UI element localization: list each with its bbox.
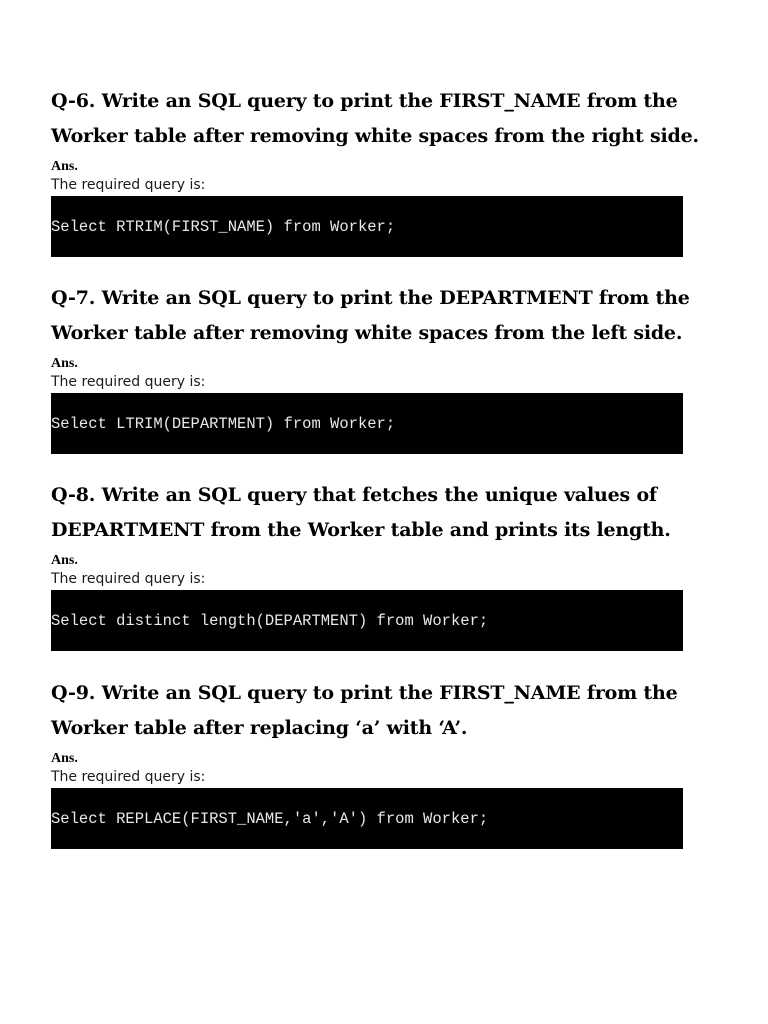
- question-block-q6: [51, 84, 699, 257]
- answer-label: Ans.: [51, 751, 78, 766]
- answer-label: Ans.: [51, 356, 78, 371]
- sql-query: Select LTRIM(DEPARTMENT) from Worker;: [51, 414, 396, 433]
- question-block-q8: [51, 478, 691, 651]
- question-line-2: Worker table after removing white spaces from the left side.: [51, 322, 683, 344]
- question-line-1: Q-9. Write an SQL query to print the FIRST_NAME from the: [51, 682, 678, 704]
- sql-query: Select distinct length(DEPARTMENT) from Worker;: [51, 611, 489, 630]
- code-block: [51, 196, 683, 257]
- question-text: [51, 478, 691, 548]
- question-line-1: Q-7. Write an SQL query to print the DEPARTMENT from the: [51, 287, 690, 309]
- answer-intro: The required query is:: [51, 769, 206, 785]
- code-block: [51, 788, 683, 849]
- question-block-q7: [51, 281, 691, 454]
- question-block-q9: [51, 676, 691, 849]
- sql-query: Select REPLACE(FIRST_NAME,'a','A') from Worker;: [51, 809, 489, 828]
- question-line-2: Worker table after removing white spaces from the right side.: [51, 125, 699, 147]
- question-text: [51, 84, 699, 154]
- answer-intro: The required query is:: [51, 374, 206, 390]
- answer-intro: The required query is:: [51, 177, 206, 193]
- code-block: [51, 590, 683, 651]
- answer-label: Ans.: [51, 159, 78, 174]
- question-text: [51, 676, 691, 746]
- question-line-1: Q-8. Write an SQL query that fetches the unique values of: [51, 484, 657, 506]
- question-line-1: Q-6. Write an SQL query to print the FIRST_NAME from the: [51, 90, 678, 112]
- question-line-2: Worker table after replacing ‘a’ with ‘A’.: [51, 717, 468, 739]
- question-text: [51, 281, 691, 351]
- question-line-2: DEPARTMENT from the Worker table and prints its length.: [51, 519, 671, 541]
- code-block: [51, 393, 683, 454]
- answer-label: Ans.: [51, 553, 78, 568]
- sql-query: Select RTRIM(FIRST_NAME) from Worker;: [51, 217, 396, 236]
- answer-intro: The required query is:: [51, 571, 206, 587]
